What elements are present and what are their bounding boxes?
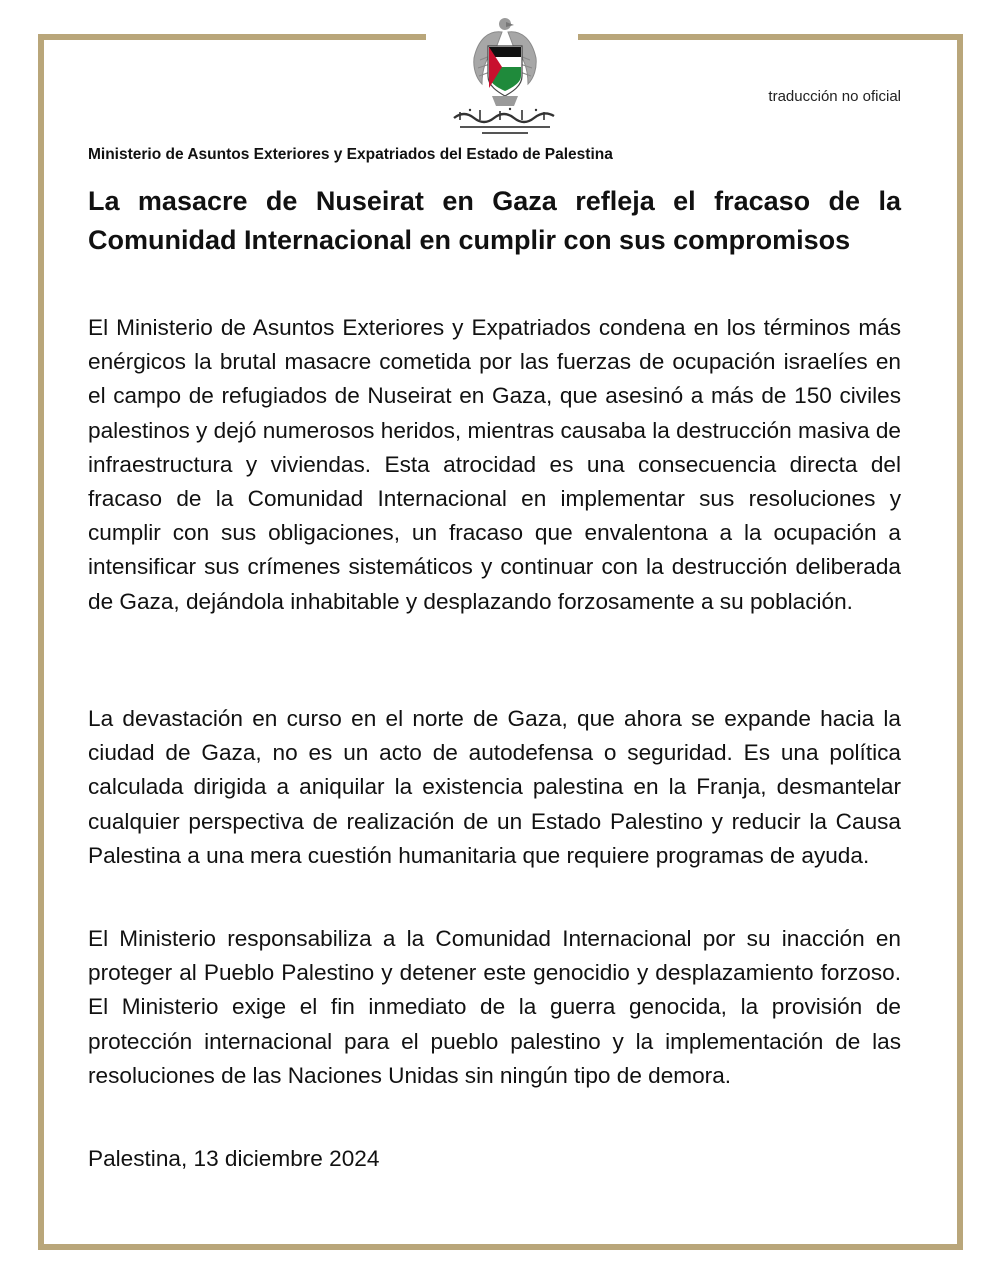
ministry-emblem-logo <box>440 10 570 140</box>
frame-top-right <box>578 34 963 40</box>
paragraph-3: El Ministerio responsabiliza a la Comunidad Internacional por su inacción en proteger al Pueblo Palestino y detener este genocidio y desplazamiento forzoso. El Ministerio exige el fin inmediato de la guerra genocida, la provisión de protección internacional para el pueblo palestino y la implementación de las resoluciones de las Naciones Unidas sin ningún tipo de demora. <box>88 926 901 1088</box>
eagle-emblem-icon <box>440 10 570 140</box>
document-title: La masacre de Nuseirat en Gaza refleja el fracaso de la Comunidad Internacional en cumplir con sus compromisos <box>88 186 901 255</box>
frame-left <box>38 34 44 1250</box>
frame-bottom <box>38 1244 963 1250</box>
paragraph-1: El Ministerio de Asuntos Exteriores y Expatriados condena en los términos más enérgicos la brutal masacre cometida por las fuerzas de ocupación israelíes en el campo de refugiados de Nuseirat en Gaza, que asesinó a más de 150 civiles palestinos y dejó numerosos heridos, mientras causaba la destrucción masiva de infraestructura y viviendas. Esta atrocidad es una consecuencia directa del fracaso de la Comunidad Internacional en implementar sus resoluciones y cumplir con sus obligaciones, un fracaso que envalentona a la ocupación a intensificar sus crímenes sistemáticos y continuar con la destrucción deliberada de Gaza, dejándola inhabitable y desplazando forzosamente a su población. <box>88 315 901 614</box>
date-line: Palestina, 13 diciembre 2024 <box>88 1146 380 1171</box>
paragraph-2: La devastación en curso en el norte de Gaza, que ahora se expande hacia la ciudad de Gaza, no es un acto de autodefensa o seguridad. Es una política calculada dirigida a aniquilar la existencia palestina en la Franja, desmantelar cualquier perspectiva de realización de un Estado Palestino y reducir la Causa Palestina a una mera cuestión humanitaria que requiere programas de ayuda. <box>88 706 901 868</box>
unofficial-translation-note: traducción no oficial <box>768 88 901 105</box>
ministry-name: Ministerio de Asuntos Exteriores y Expatriados del Estado de Palestina <box>88 146 613 163</box>
frame-top-left <box>38 34 426 40</box>
frame-right <box>957 34 963 1250</box>
